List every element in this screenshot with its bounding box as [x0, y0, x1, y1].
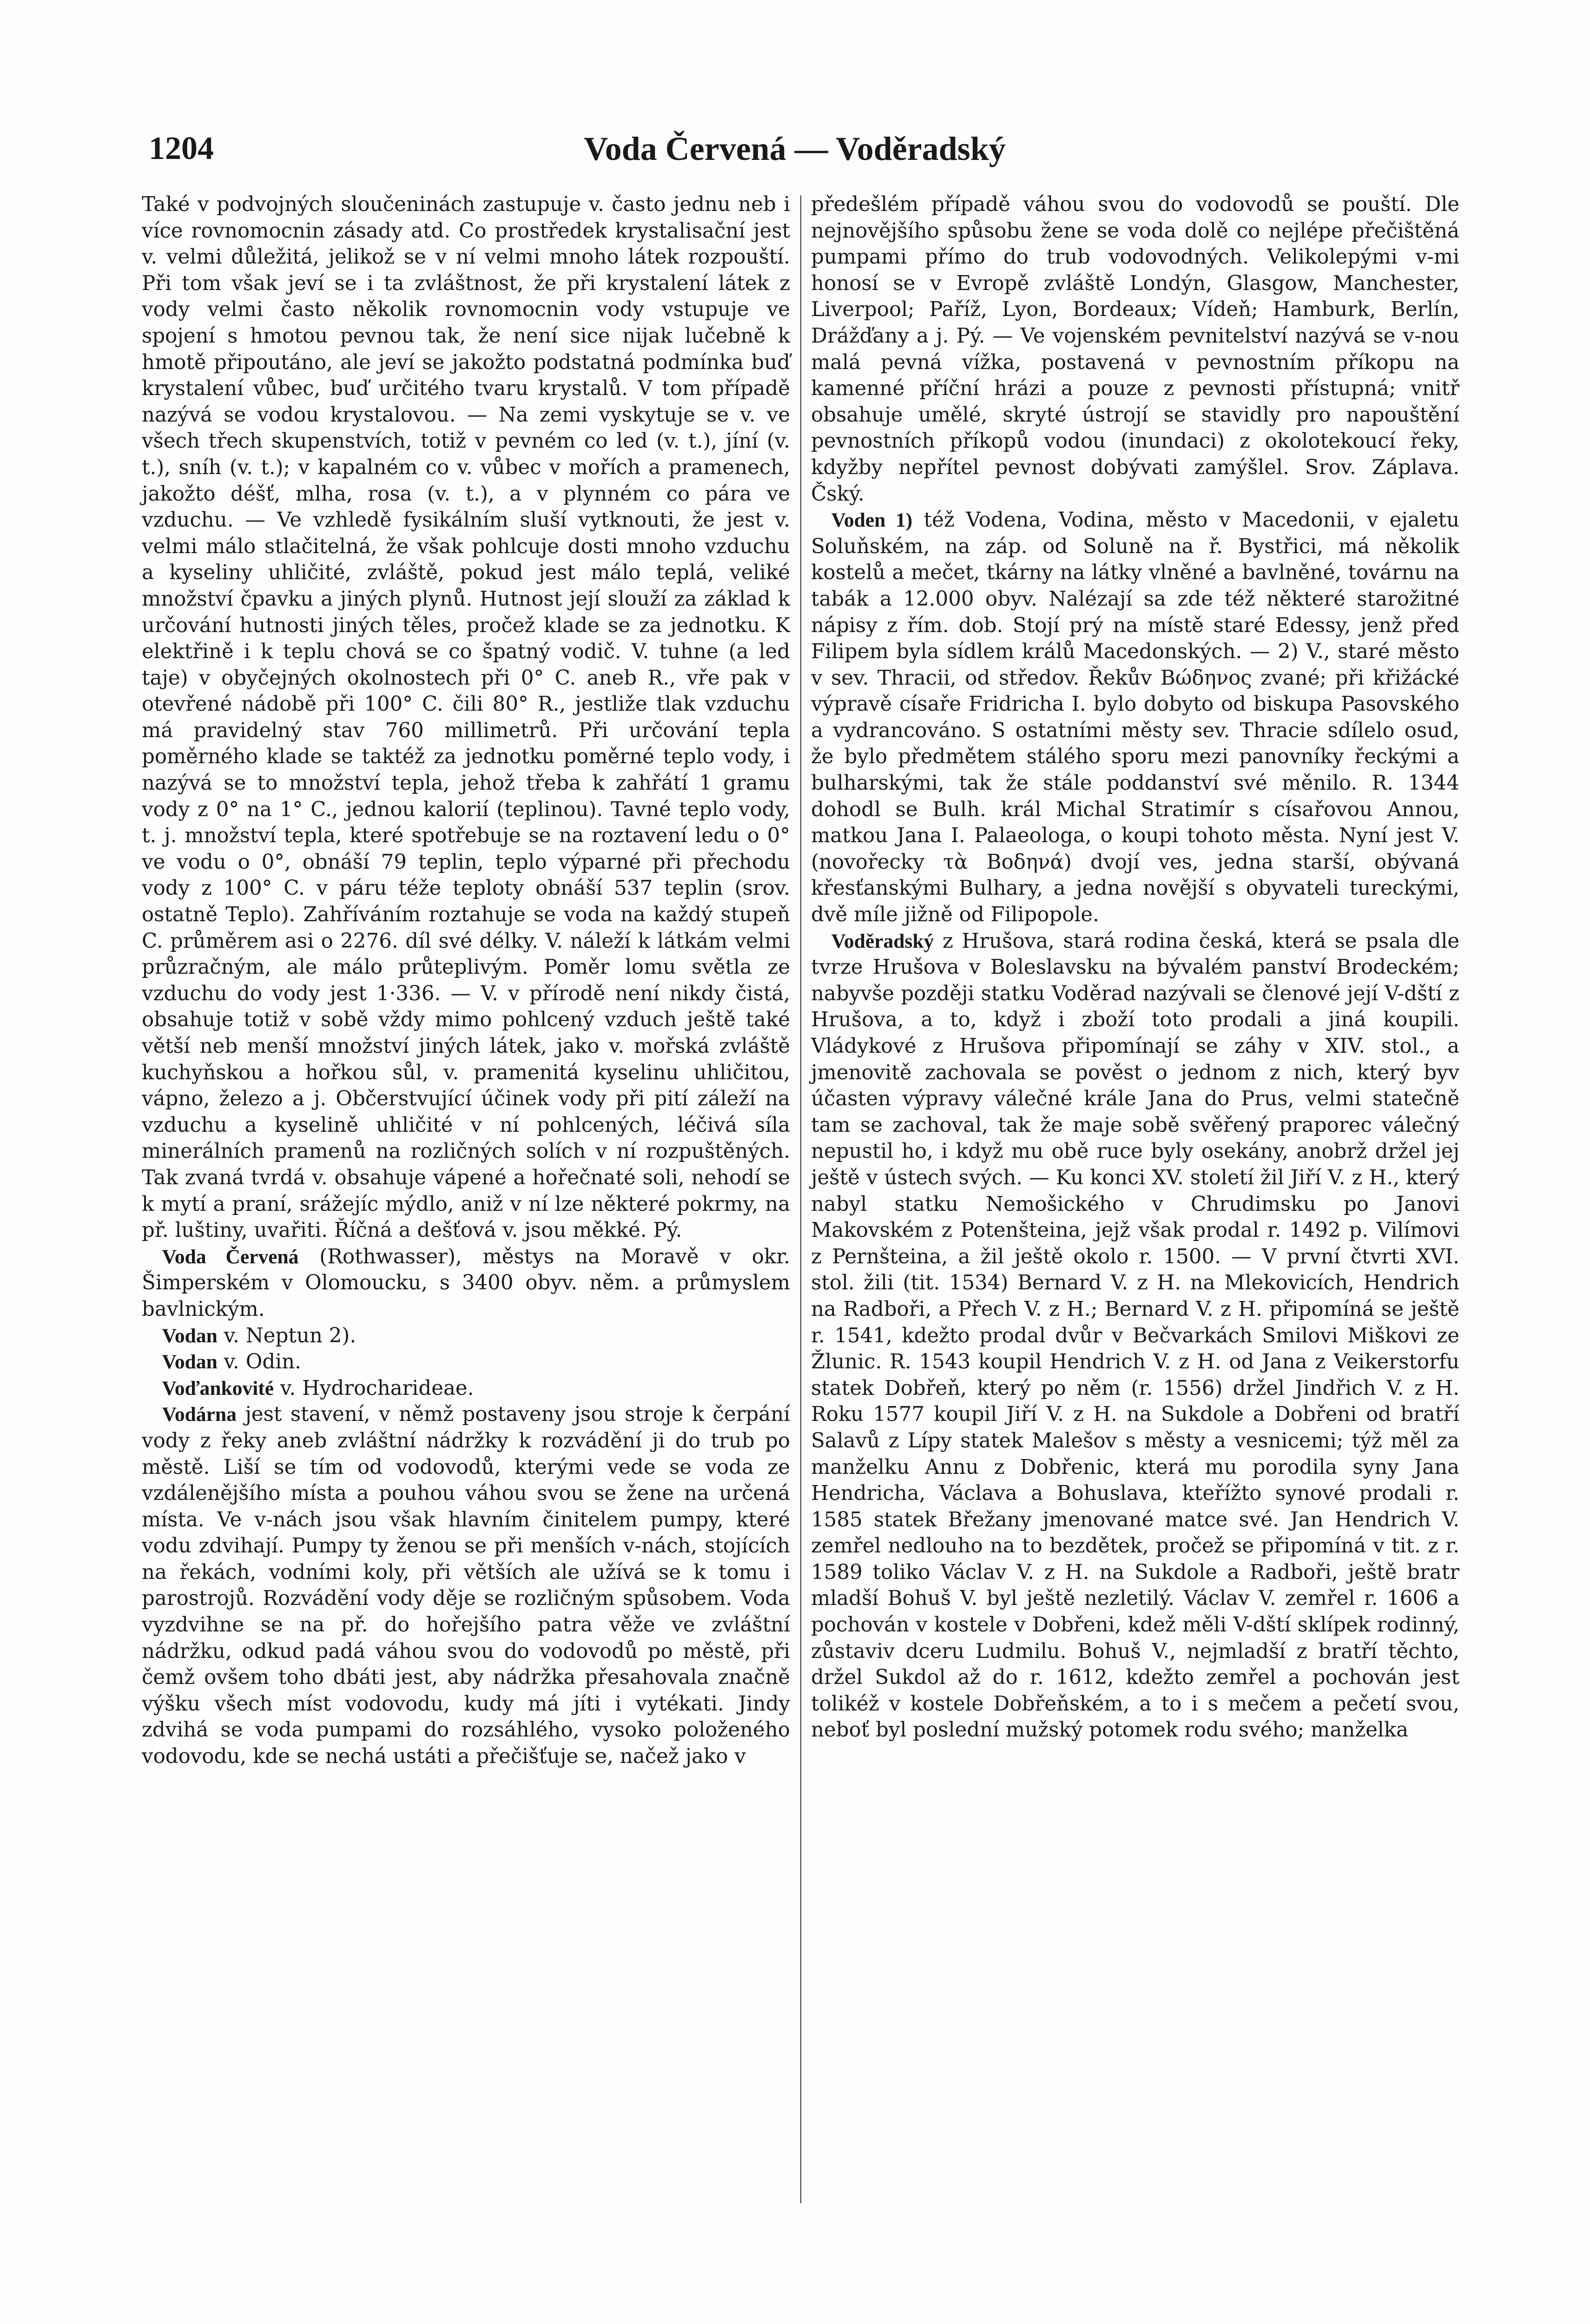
- entry-text: jest stavení, v němž postaveny jsou stroje k čerpání vody z řeky aneb zvláštní nádržky k rozvádění ji do trub po městě. Liší se tím od vodovodů, kterými vede se voda ze vzdálenějšího místa a pouhou váhou svou se žene na určená místa. Ve v-nách jsou však hlavním činitelem pumpy, které vodu zdvihají. Pumpy ty ženou se při menších v-nách, stojících na řekách, vodními koly, při větších ale užívá se k tomu i parostrojů. Rozvádění vody děje se rozličným spůsobem. Voda vyzdvihne se na př. do hořejšího patra věže ve zvláštní nádržku, odkud padá váhou svou do vodovodů po městě, při čemž ovšem toho dbáti jest, aby nádržka přesahovala značně výšku všech míst vodovodu, kudy má jíti i vytékati. Jindy zdvihá se voda pumpami do rozsáhlého, vysoko položeného vodovodu, kde se nechá ustáti a přečišťuje se, načež jako v: [142, 1403, 791, 1769]
- entry-vodan-1: [142, 1323, 790, 1349]
- left-column: [142, 191, 790, 1770]
- entry-lemma: Vodárna: [162, 1403, 237, 1426]
- entry-text: (Rothwasser), městys na Moravě v okr. Šimperském v Olomoucku, s 3400 obyv. něm. a průmyslem bavlnickým.: [142, 1245, 790, 1321]
- entry-voderadsky: [811, 928, 1459, 1743]
- entry-text: v. Neptun 2).: [224, 1324, 356, 1347]
- article-continuation-vodarna: předešlém případě váhou svou do vodovodů se pouští. Dle nejnovějšího spůsobu žene se voda dolě co nejlépe přečištěná pumpami přímo do trub vodovodných. Velikolepými v-mi honosí se v Evropě zvláště Londýn, Glasgow, Manchester, Liverpool; Paříž, Lyon, Bordeaux; Vídeň; Hamburk, Berlín, Drážďany a j. Pý. — Ve vojenském pevnitelství nazývá se v-nou malá pevná vížka, postavená v pevnostním příkopu na kamenné příční hrázi a pouze z pevnosti přístupná; vnitř obsahuje umělé, skryté ústrojí se stavidly pro napouštění pevnostních příkopů vodou (inundaci) z okolotekoucí řeky, kdyžby nepřítel pevnost dobývati zamýšlel. Srov. Záplava. Čský.: [811, 193, 1459, 506]
- page-number: 1204: [149, 131, 214, 166]
- entry-voda-cervena: [142, 1244, 790, 1323]
- entry-vodankovite: [142, 1375, 790, 1402]
- running-title: Voda Červená — Voděradský: [584, 130, 1006, 167]
- entry-lemma: Voden 1): [831, 509, 913, 532]
- entry-lemma: Voďankovité: [162, 1377, 274, 1400]
- article-continuation-voda: Také v podvojných sloučeninách zastupuje v. často jednu neb i více rovnomocnin zásady atd. Co prostředek krystalisační jest v. velmi důležitá, jelikož se v ní velmi mnoho látek rozpouští. Při tom však jeví se i ta zvláštnost, že při krystalení látek z vody velmi často několik rovnomocnin vody vstupuje ve spojení s hmotou pevnou tak, že není sice nijak lučebně k hmotě připoutáno, ale jeví se jakožto podstatná podmínka buď krystalení vůbec, buď určitého tvaru krystalů. V tom případě nazývá se vodou krystalovou. — Na zemi vyskytuje se v. ve všech třech skupenstvích, totiž v pevném co led (v. t.), jíní (v. t.), sníh (v. t.); v kapalném co v. vůbec v mořích a pramenech, jakožto déšť, mlha, rosa (v. t.), a v plynném co pára ve vzduchu. — Ve vzhledě fysikálním sluší vytknouti, že jest v. velmi málo stlačitelná, že však pohlcuje dosti mnoho vzduchu a kyseliny uhličité, zvláště, pokud jest málo teplá, veliké množství čpavku a jiných plynů. Hutnost její slouží za základ k určování hutnosti jiných těles, pročež klade se za jednotku. K elektřině i k teplu chová se co špatný vodič. V. tuhne (a led taje) v obyčejných okolnostech při 0° C. aneb R., vře pak v otevřené nádobě při 100° C. čili 80° R., jestliže tlak vzduchu má pravidelný stav 760 millimetrů. Při určování tepla poměrného klade se taktéž za jednotku poměrné teplo vody, i nazývá se to množství tepla, jehož třeba k zahřátí 1 gramu vody z 0° na 1° C., jednou kalorií (teplinou). Tavné teplo vody, t. j. množství tepla, které spotřebuje se na roztavení ledu o 0° ve vodu o 0°, obnáší 79 teplin, teplo výparné při přechodu vody z 100° C. v páru téže teploty obnáší 537 teplin (srov. ostatně Teplo). Zahříváním roztahuje se voda na každý stupeň C. průměrem asi o 2276. díl své délky. V. náleží k látkám velmi průzračným, ale málo průteplivým. Poměr lomu světla ze vzduchu do vody jest 1·336. — V. v přírodě není nikdy čistá, obsahuje totiž v sobě vždy mimo pohlcený vzduch ještě také větší neb menší množství jiných látek, jako v. mořská zvláště kuchyňskou a hořkou sůl, v. pramenitá kyselinu uhličitou, vápno, železo a j. Občerstvující účinek vody při pití záleží na vzduchu a kyselině uhličité v ní pohlcených, léčivá síla minerálních pramenů na rozličných solích v ní rozpuštěných. Tak zvaná tvrdá v. obsahuje vápené a hořečnaté soli, nehodí se k mytí a praní, srážejíc mýdlo, aniž v ní lze některé pokrmy, na př. luštiny, uvařiti. Říčná a dešťová v. jsou měkké. Pý.: [142, 193, 790, 1242]
- entry-text: v. Odin.: [224, 1350, 301, 1374]
- entry-vodarna: [142, 1401, 790, 1769]
- entry-lemma: Voděradský: [831, 930, 934, 952]
- entry-lemma: Voda Červená: [162, 1245, 299, 1268]
- entry-vodan-2: [142, 1349, 790, 1375]
- entry-voden: [811, 507, 1459, 928]
- column-divider: [800, 195, 801, 2203]
- entry-lemma: Vodan: [162, 1324, 218, 1347]
- right-column: [811, 191, 1459, 1743]
- entry-text: z Hrušova, stará rodina česká, která se psala dle tvrze Hrušova v Boleslavsku na bývalém panství Brodeckém; nabyvše později statku Voděrad nazývali se členové její V-dští z Hrušova, a to, když i zboží toto prodali a jiná koupili. Vládykové z Hrušova připomínají se záhy v XIV. stol., a jmenovitě zachovala se pověst o jednom z nich, který byv účasten výpravy válečné krále Jana do Prus, velmi statečně tam se zachoval, tak že maje sobě svěřený praporec válečný nepustil ho, i když mu obě ruce byly osekány, anobrž držel jej ještě v ústech svých. — Ku konci XV. století žil Jiří V. z H., který nabyl statku Nemošického v Chrudimsku po Janovi Makovském z Potenšteina, jejž však prodal r. 1492 p. Vilímovi z Pernšteina, a žil ještě okolo r. 1500. — V první čtvrti XVI. stol. žili (tit. 1534) Bernard V. z H. na Mlekovicích, Hendrich na Radboři, a Přech V. z H.; Bernard V. z H. připomíná se ještě r. 1541, kdežto prodal dvůr v Bečvarkách Smilovi Miškovi ze Žlunic. R. 1543 koupil Hendrich V. z H. od Jana z Veikerstorfu statek Dobřeň, který po něm (r. 1556) držel Jindřich V. z H. Roku 1577 koupil Jiří V. z H. na Sukdole a Dobřeni od bratří Salavů z Lípy statek Malešov s městy a vesnicemi; týž měl za manželku Annu z Dobřenic, která mu porodila syny Jana Hendricha, Václava a Bohuslava, kteřížto synové prodali r. 1585 statek Břežany jmenované matce své. Jan Hendrich V. zemřel nedlouho na to bezdětek, pročež se připomíná v tit. z r. 1589 toliko Václav V. z H. na Sukdole a Radboři, ještě bratr mladší Bohuš V. byl ještě nezletilý. Václav V. zemřel r. 1606 a pochován v kostele v Dobřeni, kdež měli V-dští sklípek rodinný, zůstaviv dceru Ludmilu. Bohuš V., nejmladší z bratří těchto, držel Sukdol až do r. 1612, kdežto zemřel a pochován jest tolikéž v kostele Dobřeňském, a to i s mečem a pečetí svou, neboť byl poslední mužský potomek rodu svého; manželka: [811, 929, 1460, 1742]
- page-header: [149, 125, 1441, 177]
- entry-text: v. Hydrocharideae.: [280, 1376, 474, 1400]
- entry-text: též Vodena, Vodina, město v Macedonii, v ejaletu Soluňském, na záp. od Soluně na ř. Bystřici, má několik kostelů a mečet, tkárny na látky vlněné a bavlněné, továrnu na tabák a 12.000 obyv. Nalézají sa zde též některé starožitné nápisy z řím. dob. Stojí prý na místě staré Edessy, jenž před Filipem byla sídlem králů Macedonských. — 2) V., staré město v sev. Thracii, od středov. Řekův Βώδηνος zvané; při křižácké výpravě císaře Fridricha I. bylo dobyto od biskupa Pasovského a vydrancováno. S ostatními městy sev. Thracie sdílelo osud, že bylo předmětem stálého sporu mezi panovníky řeckými a bulharskými, tak že stále poddanství své měnilo. R. 1344 dohodl se Bulh. král Michal Stratimír s císařovou Annou, matkou Jana I. Palaeologa, o koupi tohoto města. Nyní jest V. (novořecky τὰ Βοδηνά) dvojí ves, jedna starší, obývaná křesťanskými Bulhary, a jedna novější s obyvateli tureckými, dvě míle jižně od Filipopole.: [811, 508, 1459, 927]
- entry-lemma: Vodan: [162, 1351, 218, 1373]
